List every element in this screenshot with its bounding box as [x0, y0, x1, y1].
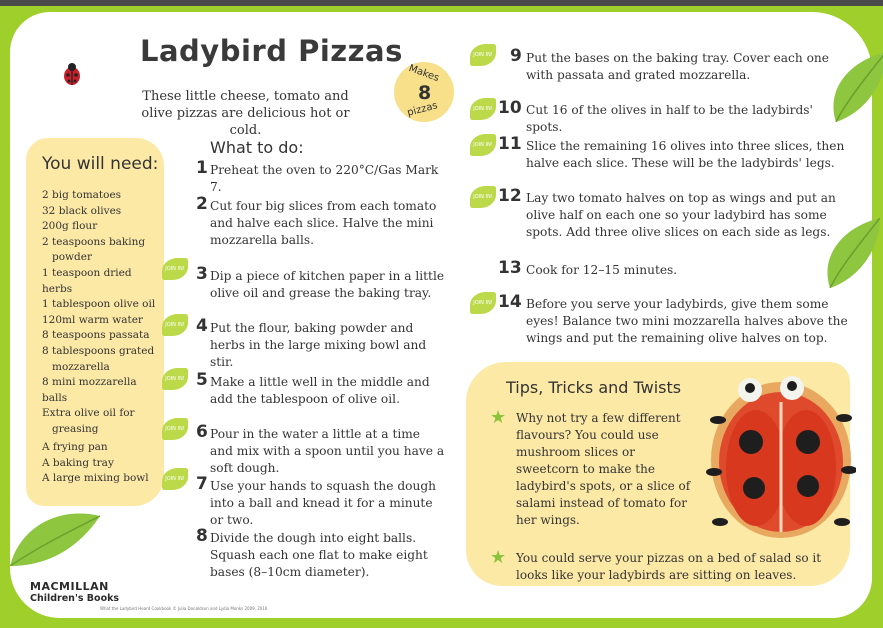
list-item: 2 teaspoons baking	[42, 235, 146, 248]
join-in-leaf-icon: JOIN IN!	[470, 186, 496, 208]
star-icon: ★	[490, 547, 507, 568]
step-text: Cut 16 of the olives in half to be the ladybirds' spots.	[526, 103, 813, 134]
equipment-list	[42, 440, 164, 487]
join-in-leaf-icon: JOIN IN!	[162, 314, 188, 336]
join-in-leaf-icon: JOIN IN!	[162, 418, 188, 440]
list-item: 32 black olives	[42, 204, 122, 217]
logo-line-1: MACMILLAN	[30, 580, 109, 593]
list-item: 8 mini mozzarella balls	[42, 376, 137, 404]
step-number: 13	[498, 258, 522, 278]
join-in-leaf-icon: JOIN IN!	[470, 44, 496, 66]
star-icon: ★	[490, 407, 507, 428]
makes-label: Makes	[407, 62, 441, 85]
step-number: 12	[498, 186, 522, 206]
makes-badge	[394, 62, 454, 122]
step-text: Pour in the water a little at a time and mix with a spoon until you have a soft dough.	[210, 427, 445, 475]
step-text: Make a little well in the middle and add the tablespoon of olive oil.	[210, 375, 430, 406]
step-number: 10	[498, 98, 522, 118]
step-number: 6	[196, 422, 208, 442]
join-in-leaf-icon: JOIN IN!	[162, 468, 188, 490]
step-text: Use your hands to squash the dough into a ball and knead it for a minute or two.	[210, 479, 437, 527]
join-in-leaf-icon: JOIN IN!	[470, 134, 496, 156]
step-number: 5	[196, 370, 208, 390]
list-item: 8 teaspoons passata	[42, 329, 150, 342]
ingredients-list	[42, 188, 164, 438]
ingredients-box	[26, 138, 164, 506]
list-item: powder	[52, 251, 92, 264]
step-text: Put the bases on the baking tray. Cover each one with passata and grated mozzarella.	[526, 51, 829, 82]
list-item: 1 tablespoon olive oil	[42, 298, 156, 311]
step-number: 2	[196, 194, 208, 214]
intro-text: These little cheese, tomato and olive pizzas are delicious hot or cold.	[141, 89, 350, 138]
ladybird-pizza-image	[706, 372, 856, 542]
step-number: 3	[196, 264, 208, 284]
makes-count: 8	[418, 82, 432, 104]
method-title: What to do:	[210, 138, 304, 157]
step-number: 11	[498, 134, 522, 154]
list-item: A baking tray	[42, 456, 114, 469]
list-item: A large mixing bowl	[42, 472, 149, 485]
tips-box	[466, 362, 850, 586]
list-item: 1 teaspoon dried herbs	[42, 266, 132, 295]
join-in-leaf-icon: JOIN IN!	[470, 292, 496, 314]
join-in-leaf-icon: JOIN IN!	[470, 98, 496, 120]
tips-title: Tips, Tricks and Twists	[506, 378, 682, 397]
step-number: 8	[196, 526, 208, 546]
list-item: 8 tablespoons grated	[42, 344, 155, 357]
list-item: Extra olive oil for	[42, 407, 135, 420]
step-number: 7	[196, 474, 208, 494]
list-item: 2 big tomatoes	[42, 189, 122, 201]
leaf-decoration-icon	[826, 52, 883, 122]
leaf-decoration-icon	[10, 506, 100, 566]
list-item: greasing	[52, 422, 99, 435]
top-bar	[0, 0, 883, 6]
recipe-page	[10, 12, 872, 618]
step-text: Slice the remaining 16 olives into three slices, then halve each slice. These will be the ladybirds' legs.	[526, 139, 845, 170]
leaf-decoration-icon	[820, 218, 880, 288]
publisher-logo	[30, 580, 119, 604]
list-item: A frying pan	[42, 441, 108, 453]
step-text: Preheat the oven to 220°C/Gas Mark 7.	[210, 163, 439, 194]
step-text: Divide the dough into eight balls. Squash each one flat to make eight bases (8–10cm diameter).	[210, 531, 428, 579]
step-text: Dip a piece of kitchen paper in a little olive oil and grease the baking tray.	[210, 269, 445, 300]
step-text: Cook for 12–15 minutes.	[526, 263, 678, 277]
step-text: Cut four big slices from each tomato and halve each slice. Halve the mini mozzarella balls.	[210, 199, 437, 247]
step-number: 4	[196, 316, 208, 336]
list-item: 200g flour	[42, 220, 98, 233]
step-number: 1	[196, 158, 208, 178]
ladybird-icon	[62, 62, 82, 86]
step-text: Lay two tomato halves on top as wings and put an olive half on each one so your ladybird has some spots. Add three olive slices on each side as legs.	[526, 191, 836, 239]
list-item: mozzarella	[52, 360, 110, 373]
logo-line-2: Children's Books	[30, 593, 120, 604]
list-item: 120ml warm water	[42, 313, 143, 326]
page-title: Ladybird Pizzas	[140, 34, 403, 68]
step-number: 9	[510, 46, 522, 66]
step-text: Before you serve your ladybirds, give them some eyes! Balance two mini mozzarella halves above the wings and put the remaining olive halves on top.	[526, 297, 848, 345]
tip-1: Why not try a few different flavours? You could use mushroom slices or sweetcorn to make the ladybird's spots, or a slice of salami instead of tomato for her wings.	[516, 411, 691, 527]
step-text: Put the flour, baking powder and herbs in the large mixing bowl and stir.	[210, 321, 427, 369]
copyright-credit: What the Ladybird Heard Cookbook © Julia Donaldson and Lydia Monks 2009, 2016	[100, 606, 268, 611]
makes-unit: pizzas	[406, 100, 439, 119]
join-in-leaf-icon: JOIN IN!	[162, 368, 188, 390]
join-in-leaf-icon: JOIN IN!	[162, 258, 188, 280]
tip-2: You could serve your pizzas on a bed of salad so it looks like your ladybirds are sitting on leaves.	[516, 551, 822, 582]
step-number: 14	[498, 292, 522, 312]
ingredients-title: You will need:	[42, 154, 159, 174]
